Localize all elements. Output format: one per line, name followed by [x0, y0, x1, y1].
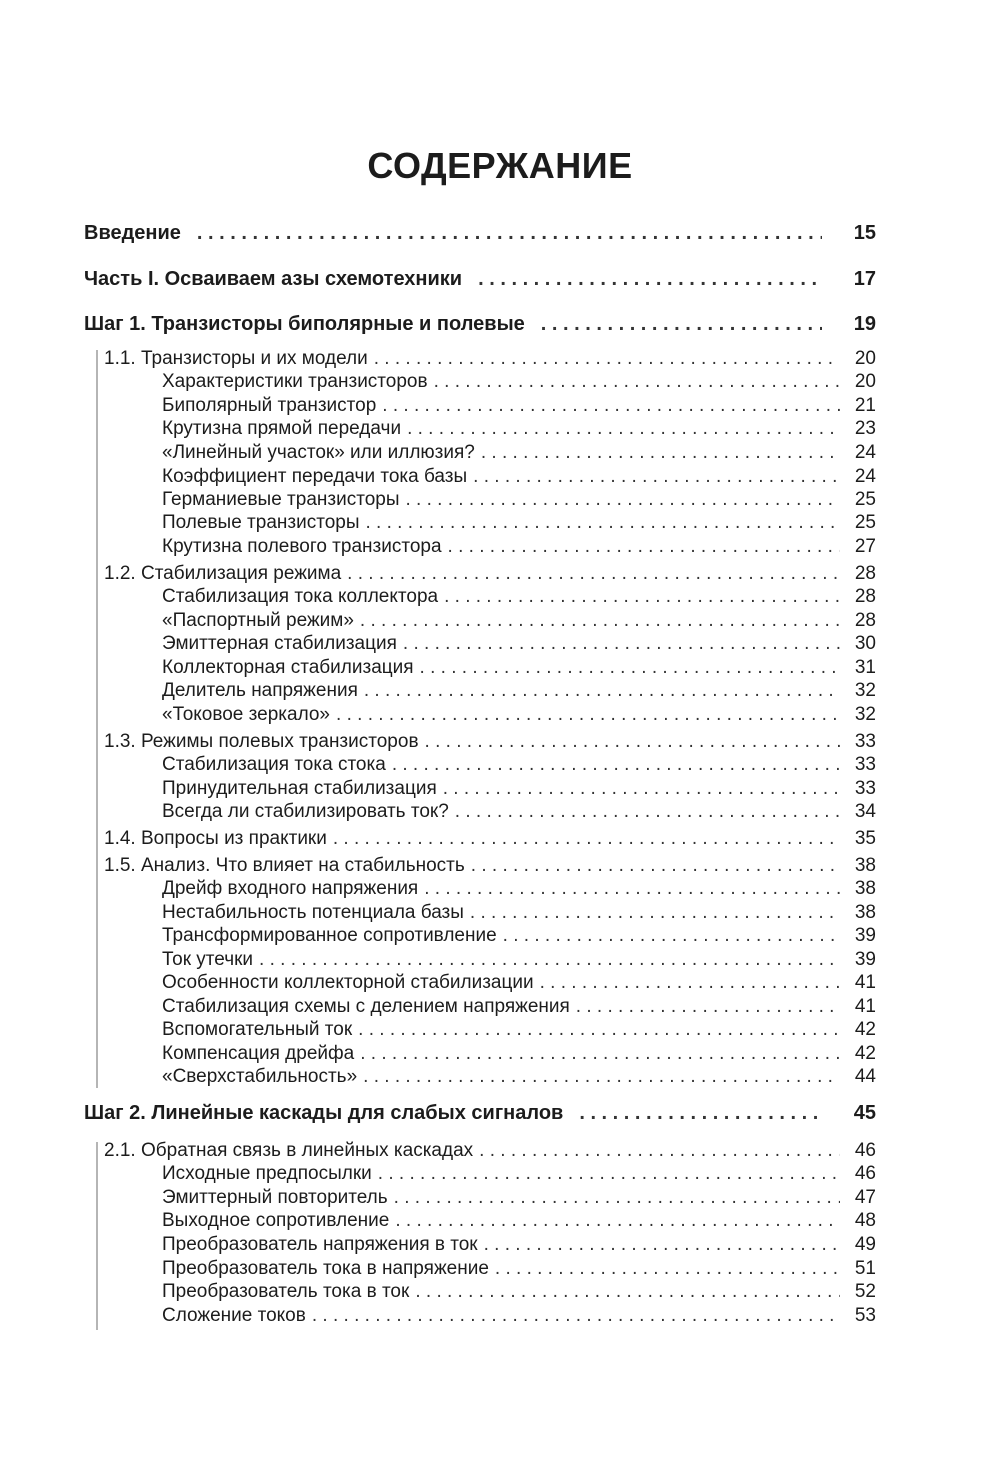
- toc-entry-topic: [162, 902, 876, 924]
- toc-entry-topic: [162, 1066, 876, 1088]
- toc-leader-dots: [360, 610, 840, 632]
- toc-leader-dots: [358, 1019, 840, 1041]
- toc-leader-dots: [374, 348, 840, 370]
- toc-page-number: 34: [854, 801, 876, 822]
- toc-page-number: 23: [854, 418, 876, 439]
- toc-leader-dots: [579, 1102, 822, 1125]
- toc-leader-dots: [443, 778, 840, 800]
- toc-entry-title: Полевые транзисторы: [162, 512, 360, 533]
- toc-entry-section: [84, 268, 876, 291]
- toc-entry-topic: [162, 371, 876, 393]
- toc-entry-topic: [162, 395, 876, 417]
- toc-leader-dots: [366, 512, 841, 534]
- toc-leader-dots: [470, 902, 840, 924]
- toc-entry-title: Компенсация дрейфа: [162, 1043, 355, 1064]
- toc-page-number: 38: [854, 878, 876, 899]
- toc-entry-title: Эмиттерная стабилизация: [162, 633, 397, 654]
- toc-entry-title: Вспомогательный ток: [162, 1019, 353, 1040]
- toc-leader-dots: [484, 1234, 840, 1256]
- toc-leader-dots: [425, 731, 840, 753]
- toc-entry-section: [84, 1102, 876, 1125]
- toc-entry-topic: [162, 1019, 876, 1041]
- toc-entry-title: Всегда ли стабилизировать ток?: [162, 801, 449, 822]
- toc-page-number: 35: [854, 828, 876, 849]
- toc-page-number: 46: [854, 1163, 876, 1184]
- toc-entry-title: 1.3. Режимы полевых транзисторов: [104, 731, 419, 752]
- toc-entry-title: Эмиттерный повторитель: [162, 1187, 388, 1208]
- toc-entry-topic: [162, 949, 876, 971]
- toc-entry-section: [84, 222, 876, 245]
- toc-entry-title: Преобразователь тока в ток: [162, 1281, 410, 1302]
- toc-entry-title: Преобразователь тока в напряжение: [162, 1258, 489, 1279]
- toc-entry-topic: [162, 512, 876, 534]
- toc-page-number: 46: [854, 1140, 876, 1161]
- group-divider-line: [96, 350, 98, 1088]
- toc-leader-dots: [364, 680, 840, 702]
- toc-entry-topic: [162, 801, 876, 823]
- toc-entry-topic: [162, 680, 876, 702]
- toc-page-number: 38: [854, 902, 876, 923]
- toc-entry-title: Стабилизация тока стока: [162, 754, 386, 775]
- toc-entry-topic: [162, 633, 876, 655]
- toc-entry-title: 1.4. Вопросы из практики: [104, 828, 327, 849]
- page-title: СОДЕРЖАНИЕ: [367, 145, 633, 186]
- toc-entry-topic: [162, 586, 876, 608]
- toc-entry-topic: [162, 972, 876, 994]
- toc-leader-dots: [392, 754, 840, 776]
- toc-leader-dots: [405, 489, 840, 511]
- toc-leader-dots: [347, 563, 840, 585]
- toc-entry-topic: [162, 1281, 876, 1303]
- toc-page-number: 45: [853, 1102, 876, 1124]
- toc-page-number: 28: [854, 563, 876, 584]
- toc-entry-title: Сложение токов: [162, 1305, 306, 1326]
- toc-page-number: 52: [854, 1281, 876, 1302]
- toc-page-number: 33: [854, 754, 876, 775]
- toc-leader-dots: [481, 442, 840, 464]
- toc-entry-title: Шаг 1. Транзисторы биполярные и полевые: [84, 313, 525, 335]
- toc-page-number: 41: [854, 996, 876, 1017]
- toc-page-number: 32: [854, 680, 876, 701]
- toc-leader-dots: [448, 536, 840, 558]
- toc-entry-subsection: [104, 563, 876, 585]
- toc-page-number: 49: [854, 1234, 876, 1255]
- toc-leader-dots: [576, 996, 840, 1018]
- toc-leader-dots: [455, 801, 840, 823]
- toc-leader-dots: [471, 855, 840, 877]
- toc-leader-dots: [403, 633, 840, 655]
- toc-entry-subsection: [104, 855, 876, 877]
- toc-page-number: 28: [854, 610, 876, 631]
- toc-entry-title: Нестабильность потенциала базы: [162, 902, 464, 923]
- toc-entry-title: Трансформированное сопротивление: [162, 925, 497, 946]
- toc-entry-title: Особенности коллекторной стабилизации: [162, 972, 534, 993]
- toc-entry-topic: [162, 418, 876, 440]
- toc-entry-title: 1.2. Стабилизация режима: [104, 563, 342, 584]
- toc-entry-title: Стабилизация тока коллектора: [162, 586, 439, 607]
- toc-entry-subsection: [104, 1140, 876, 1162]
- toc-leader-dots: [420, 657, 840, 679]
- toc-entry-title: Германиевые транзисторы: [162, 489, 400, 510]
- toc-leader-dots: [444, 586, 840, 608]
- toc-leader-dots: [540, 972, 840, 994]
- toc-leader-dots: [495, 1258, 840, 1280]
- toc-page-number: 25: [854, 489, 876, 510]
- toc-leader-dots: [415, 1281, 840, 1303]
- toc-page-number: 42: [854, 1043, 876, 1064]
- toc-entry-topic: [162, 778, 876, 800]
- toc-page-number: 44: [854, 1066, 876, 1087]
- toc-leader-dots: [336, 704, 840, 726]
- toc-entry-title: Часть I. Осваиваем азы схемотехники: [84, 268, 463, 290]
- toc-entry-title: Биполярный транзистор: [162, 395, 377, 416]
- toc-entry-topic: [162, 1043, 876, 1065]
- toc-entry-topic: [162, 925, 876, 947]
- toc-leader-dots: [360, 1043, 840, 1065]
- toc-entry-title: «Линейный участок» или иллюзия?: [162, 442, 475, 463]
- toc-entry-topic: [162, 1305, 876, 1327]
- toc-entry-title: Исходные предпосылки: [162, 1163, 372, 1184]
- toc-leader-dots: [259, 949, 840, 971]
- toc-page-number: 32: [854, 704, 876, 725]
- toc-page-number: 17: [853, 268, 876, 290]
- toc-leader-dots: [382, 395, 840, 417]
- toc-leader-dots: [333, 828, 840, 850]
- toc-page-number: 27: [854, 536, 876, 557]
- toc-page-number: 33: [854, 731, 876, 752]
- toc-leader-dots: [424, 878, 840, 900]
- toc-entry-title: «Паспортный режим»: [162, 610, 354, 631]
- toc-entry-title: Дрейф входного напряжения: [162, 878, 419, 899]
- toc-page-number: 39: [854, 925, 876, 946]
- toc-page-number: 48: [854, 1210, 876, 1231]
- group-divider-line: [96, 1142, 98, 1330]
- toc-entry-title: Характеристики транзисторов: [162, 371, 428, 392]
- toc-entry-title: Преобразователь напряжения в ток: [162, 1234, 478, 1255]
- toc-page-number: 28: [854, 586, 876, 607]
- toc-entry-subsection: [104, 828, 876, 850]
- toc-page-number: 20: [854, 371, 876, 392]
- toc-page-number: 53: [854, 1305, 876, 1326]
- toc-leader-dots: [434, 371, 840, 393]
- toc-entry-topic: [162, 1234, 876, 1256]
- toc-page-number: 25: [854, 512, 876, 533]
- toc-leader-dots: [541, 313, 822, 336]
- toc-page-number: 24: [854, 466, 876, 487]
- toc-entry-topic: [162, 1163, 876, 1185]
- toc-entry-title: «Токовое зеркало»: [162, 704, 331, 725]
- toc-page-number: 39: [854, 949, 876, 970]
- toc-entry-topic: [162, 466, 876, 488]
- toc-entry-title: Коллекторная стабилизация: [162, 657, 414, 678]
- toc-entry-title: 2.1. Обратная связь в линейных каскадах: [104, 1140, 474, 1161]
- toc-entry-topic: [162, 704, 876, 726]
- toc-leader-dots: [394, 1187, 840, 1209]
- toc-leader-dots: [478, 268, 822, 291]
- toc-entry-title: Делитель напряжения: [162, 680, 358, 701]
- toc-leader-dots: [407, 418, 840, 440]
- toc-page-number: 51: [854, 1258, 876, 1279]
- toc-leader-dots: [378, 1163, 840, 1185]
- toc-leader-dots: [479, 1140, 840, 1162]
- toc-page-number: 19: [853, 313, 876, 335]
- toc-page-number: 20: [854, 348, 876, 369]
- toc-page-number: 31: [854, 657, 876, 678]
- toc-entry-topic: [162, 442, 876, 464]
- toc-entry-topic: [162, 1258, 876, 1280]
- toc-page-number: 33: [854, 778, 876, 799]
- toc-entry-subsection: [104, 731, 876, 753]
- toc-page-number: 21: [854, 395, 876, 416]
- toc-entry-topic: [162, 996, 876, 1018]
- toc-leader-dots: [197, 222, 822, 245]
- toc-entry-title: Шаг 2. Линейные каскады для слабых сигналов: [84, 1102, 564, 1124]
- toc-entry-topic: [162, 878, 876, 900]
- toc-entry-title: 1.5. Анализ. Что влияет на стабильность: [104, 855, 465, 876]
- toc-entry-topic: [162, 489, 876, 511]
- toc-leader-dots: [473, 466, 840, 488]
- toc-page-number: 24: [854, 442, 876, 463]
- toc-entry-topic: [162, 1187, 876, 1209]
- toc-entry-title: Ток утечки: [162, 949, 254, 970]
- toc-page-number: 41: [854, 972, 876, 993]
- toc-entry-title: Коэффициент передачи тока базы: [162, 466, 468, 487]
- toc-entry-title: 1.1. Транзисторы и их модели: [104, 348, 368, 369]
- toc-page-number: 42: [854, 1019, 876, 1040]
- toc-page-number: 30: [854, 633, 876, 654]
- toc-leader-dots: [503, 925, 840, 947]
- toc-leader-dots: [363, 1066, 840, 1088]
- toc-entry-title: Крутизна полевого транзистора: [162, 536, 442, 557]
- toc-entry-topic: [162, 610, 876, 632]
- toc-entry-topic: [162, 754, 876, 776]
- toc-entry-topic: [162, 657, 876, 679]
- toc-entry-section: [84, 313, 876, 336]
- toc-entry-title: Стабилизация схемы с делением напряжения: [162, 996, 570, 1017]
- toc-entry-title: Введение: [84, 222, 181, 244]
- toc-entry-title: Крутизна прямой передачи: [162, 418, 402, 439]
- toc-entry-title: «Сверхстабильность»: [162, 1066, 358, 1087]
- toc-entry-title: Выходное сопротивление: [162, 1210, 390, 1231]
- toc-entry-title: Принудительная стабилизация: [162, 778, 437, 799]
- toc-entry-subsection: [104, 348, 876, 370]
- toc-page-number: 15: [853, 222, 876, 244]
- toc-leader-dots: [312, 1305, 840, 1327]
- toc-entry-topic: [162, 536, 876, 558]
- toc-page-number: 38: [854, 855, 876, 876]
- toc-entry-topic: [162, 1210, 876, 1232]
- toc-page-number: 47: [854, 1187, 876, 1208]
- toc-leader-dots: [395, 1210, 840, 1232]
